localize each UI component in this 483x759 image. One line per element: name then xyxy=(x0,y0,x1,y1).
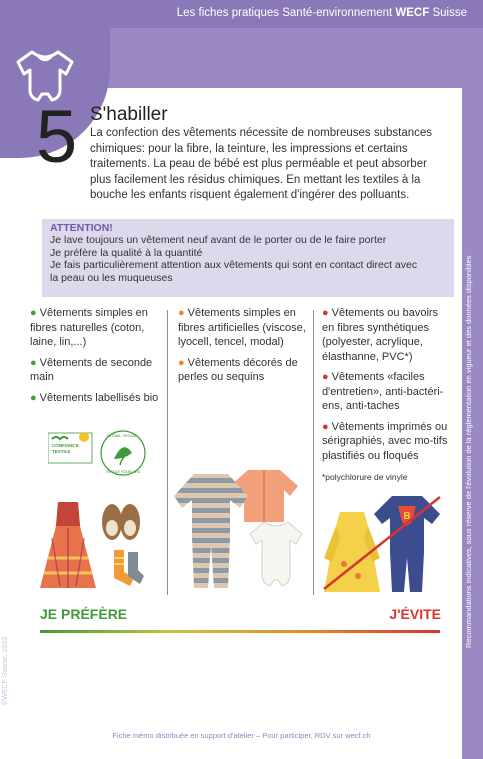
footer-text: Fiche mémo distribuée en support d'atelier – Pour participer, RDV sur wecf.ch xyxy=(112,731,371,740)
svg-text:TEXTILE: TEXTILE xyxy=(52,449,71,454)
header-bar xyxy=(0,0,483,28)
prefer-column xyxy=(30,306,160,411)
bullet-icon: ● xyxy=(30,356,37,369)
striped-sleepsuit-image xyxy=(172,468,250,592)
bullet-icon: ● xyxy=(322,371,329,383)
list-item: ● Vêtements «faciles d'entretien», anti-bactéri-ens, anti-taches xyxy=(322,371,444,412)
attention-line: Je préfère la qualité à la quantité xyxy=(50,246,203,259)
list-item: ● Vêtements de seconde main xyxy=(30,356,153,383)
column-divider xyxy=(313,310,314,595)
attention-box xyxy=(42,219,454,297)
svg-text:B: B xyxy=(403,511,411,522)
bullet-icon: ● xyxy=(322,420,329,433)
bullet-icon: ● xyxy=(178,356,185,369)
attention-line: la peau ou les muqueuses xyxy=(50,271,173,284)
list-item: ● Vêtements simples en fibres naturelles (coton, laine, lin,...) xyxy=(30,307,148,348)
avoid-column xyxy=(322,306,452,469)
list-item: ● Vêtements simples en fibres artificielles (viscose, lyocell, tencel, modal) xyxy=(178,307,306,348)
copyright: ©WECF Suisse, 2023 xyxy=(2,636,9,705)
avoid-label: J'ÉVITE xyxy=(389,606,441,622)
avoid-cross-line xyxy=(320,493,445,593)
baby-shoes-image xyxy=(100,500,142,544)
attention-title: ATTENTION! xyxy=(50,222,113,234)
list-item: ● Vêtements imprimés ou sérigraphiés, avec mo-tifs plastifiés ou floqués xyxy=(322,420,448,462)
footnote: *polychlorure de vinyle xyxy=(322,472,408,482)
attention-line: Je fais particulièrement attention aux vêtements qui sont en contact direct avec xyxy=(50,259,418,271)
middle-column xyxy=(178,306,310,391)
dress-image xyxy=(38,498,98,596)
header-title: Les fiches pratiques Santé-environnement WECF Suisse xyxy=(176,7,467,19)
section-number: 5 xyxy=(36,95,78,178)
svg-text:TEXTILE STANDARD: TEXTILE STANDARD xyxy=(105,470,141,474)
list-item: ● Vêtements décorés de perles ou sequins xyxy=(178,356,298,383)
bullet-icon: ● xyxy=(30,307,37,319)
side-disclaimer: Recommandations indicatives, sous réserve de l'évolution de la réglementation en vigueur et des données disponibles xyxy=(464,255,473,648)
baby-socks-image xyxy=(110,548,146,588)
list-item: ● Vêtements ou bavoirs en fibres synthétiques (polyester, acrylique, élasthanne, PVC*) xyxy=(322,307,439,363)
column-divider xyxy=(167,310,168,595)
section-title: S'habiller xyxy=(90,104,168,125)
gots-logo xyxy=(101,431,145,475)
preference-gradient-bar xyxy=(40,630,440,633)
list-item: ● Vêtements labellisés bio xyxy=(30,391,159,404)
svg-text:CONFIANCE: CONFIANCE xyxy=(52,443,79,448)
attention-line: Je lave toujours un vêtement neuf avant de le porter ou de le faire porter xyxy=(50,234,387,246)
confidence-textile-logo xyxy=(48,432,92,463)
bullet-icon: ● xyxy=(30,391,37,404)
bullet-icon: ● xyxy=(178,307,185,319)
certification-logos xyxy=(48,425,148,485)
intro-text: La confection des vêtements nécessite de nombreuses substances chimiques: pour la fibre, la teinture, les impressions et certains traitements. La peau de bébé est plus perméable et peut absorber plus facilement les résidus chimiques. En mettant les textiles à la bouche les enfants risquent également d'ingérer des polluants. xyxy=(90,127,433,201)
prefer-label: JE PRÉFÈRE xyxy=(40,606,128,622)
bullet-icon: ● xyxy=(322,307,329,319)
svg-text:GLOBAL ORGANIC: GLOBAL ORGANIC xyxy=(106,434,140,438)
white-bodysuit-image xyxy=(248,518,304,590)
